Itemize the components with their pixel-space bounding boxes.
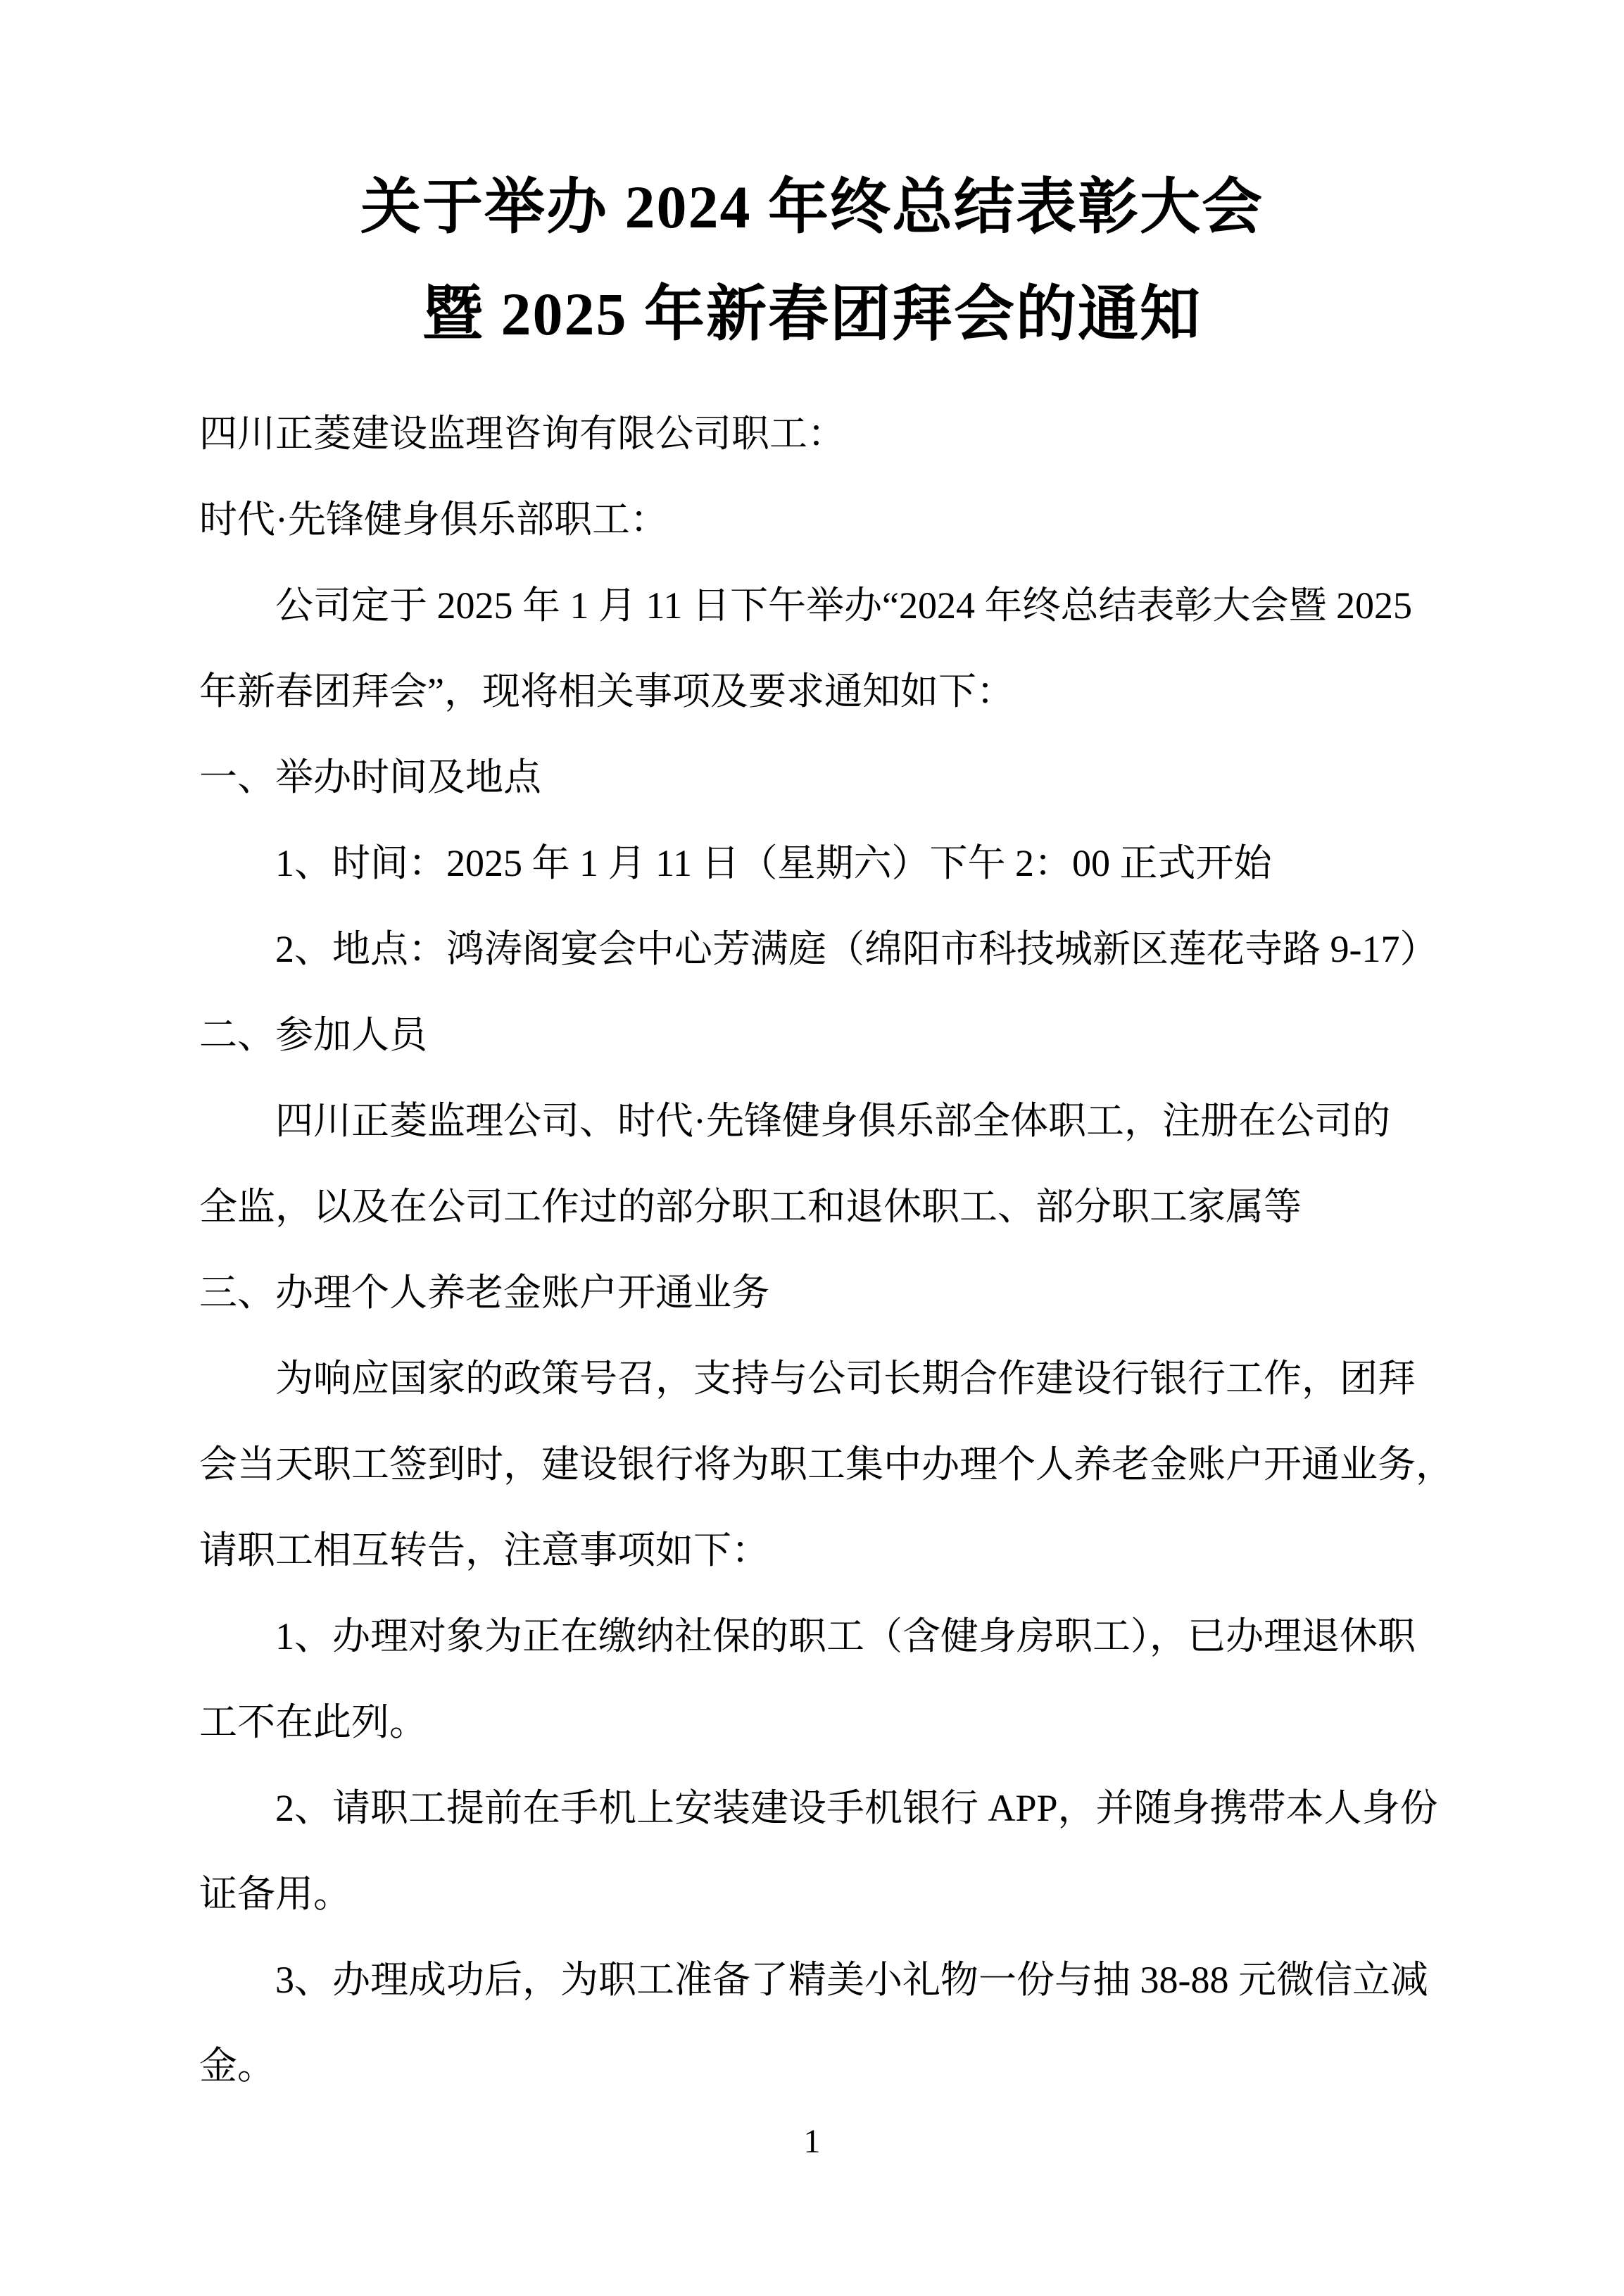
page-number: 1 [803, 2123, 821, 2160]
addressee-line-2: 时代·先锋健身俱乐部职工： [199, 498, 668, 541]
participants-line-2: 全监，以及在公司工作过的部分职工和退休职工、部分职工家属等 [199, 1186, 1302, 1228]
note-2-line-2: 证备用。 [199, 1873, 351, 1915]
participants-line-1: 四川正菱监理公司、时代·先锋健身俱乐部全体职工，注册在公司的 [275, 1100, 1390, 1142]
section-heading-2: 二、参加人员 [199, 1014, 427, 1056]
item-time-line: 1、时间：2025 年 1 月 11 日（星期六）下午 2：00 正式开始 [275, 842, 1272, 884]
item-location-line: 2、地点：鸿涛阁宴会中心芳满庭（绵阳市科技城新区莲花寺路 9-17） [275, 928, 1438, 970]
document-title [0, 153, 1624, 368]
pension-intro-line-1: 为响应国家的政策号召，支持与公司长期合作建设行银行工作，团拜 [275, 1357, 1416, 1400]
note-1-line-1: 1、办理对象为正在缴纳社保的职工（含健身房职工），已办理退休职 [275, 1615, 1416, 1657]
addressee-line-1: 四川正菱建设监理咨询有限公司职工： [199, 413, 845, 455]
section-heading-3: 三、办理个人养老金账户开通业务 [199, 1272, 769, 1314]
document-body [199, 391, 1459, 2109]
section-heading-1: 一、举办时间及地点 [199, 756, 541, 798]
pension-intro-line-2: 会当天职工签到时，建设银行将为职工集中办理个人养老金账户开通业务， [199, 1443, 1454, 1486]
doc-title-line-1: 关于举办 2024 年终总结表彰大会 [360, 173, 1264, 241]
note-3-line-2: 金。 [199, 2045, 275, 2087]
pension-intro-line-3: 请职工相互转告，注意事项如下： [199, 1529, 769, 1572]
intro-paragraph-line-2: 年新春团拜会”，现将相关事项及要求通知如下： [199, 670, 1014, 713]
note-2-line-1: 2、请职工提前在手机上安装建设手机银行 APP，并随身携带本人身份 [275, 1787, 1438, 1829]
note-3-line-1: 3、办理成功后，为职工准备了精美小礼物一份与抽 38-88 元微信立减 [275, 1959, 1428, 2001]
note-1-line-2: 工不在此列。 [199, 1701, 427, 1743]
doc-title-line-2: 暨 2025 年新春团拜会的通知 [422, 280, 1202, 348]
intro-paragraph-line-1: 公司定于 2025 年 1 月 11 日下午举办“2024 年终总结表彰大会暨 2025 [275, 584, 1412, 627]
